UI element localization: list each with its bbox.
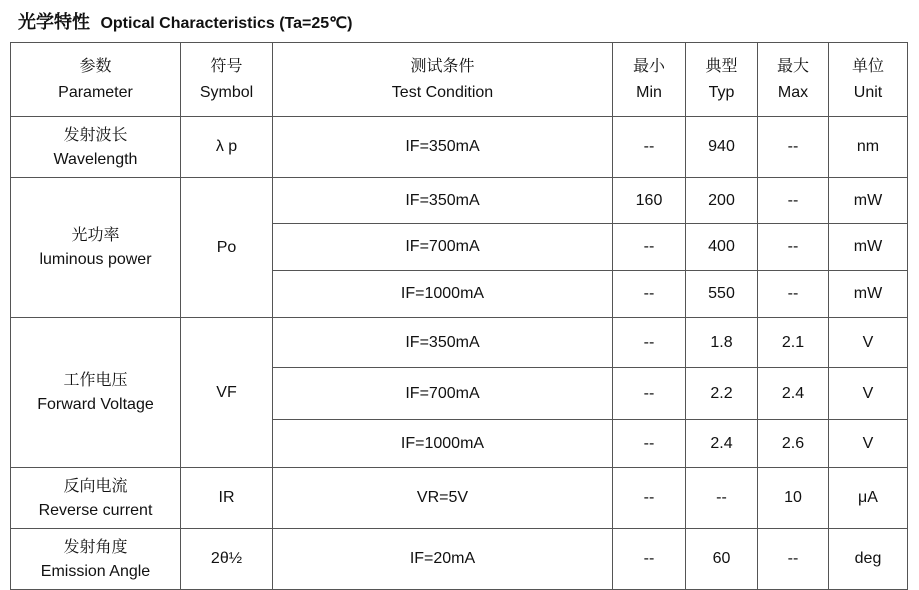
condition-cell: IF=700mA [273,368,613,420]
parameter-cell [11,529,181,590]
table-row [11,318,908,368]
unit-cell: V [829,318,908,368]
typ-cell: 1.8 [686,318,758,368]
header-parameter [11,43,181,117]
parameter-en: luminous power [39,251,152,268]
header-label-en: Symbol [199,84,254,101]
min-cell: -- [613,468,686,529]
min-cell: -- [613,368,686,420]
symbol-cell: VF [181,318,273,468]
min-cell: -- [613,318,686,368]
header-label-zh: 参数 [79,56,112,75]
header-label-zh: 典型 [705,56,738,75]
parameter-cell [11,318,181,468]
symbol-cell: 2θ½ [181,529,273,590]
min-cell: -- [613,271,686,318]
max-cell: 2.4 [758,368,829,420]
symbol-cell: IR [181,468,273,529]
condition-cell: IF=1000mA [273,420,613,468]
unit-cell: mW [829,178,908,224]
typ-cell: 400 [686,224,758,271]
symbol-cell: λ p [181,117,273,178]
condition-cell: IF=350mA [273,318,613,368]
typ-cell: 940 [686,117,758,178]
section-title [18,8,352,34]
condition-cell: IF=20mA [273,529,613,590]
parameter-zh: 发射角度 [63,536,128,556]
header-row [11,43,908,117]
table-row [11,529,908,590]
header-symbol [181,43,273,117]
header-label-en: Parameter [58,84,133,101]
header-label-en: Max [777,84,809,101]
header-label-en: Typ [708,84,735,101]
parameter-en: Emission Angle [40,562,151,580]
header-label-zh: 单位 [851,56,884,75]
max-cell: -- [758,117,829,178]
condition-cell: IF=350mA [273,178,613,224]
parameter-zh: 工作电压 [63,370,128,389]
header-condition [273,43,613,117]
max-cell: -- [758,178,829,224]
header-max [758,43,829,117]
parameter-en: Forward Voltage [37,396,154,413]
symbol-cell: Po [181,178,273,318]
min-cell: -- [613,224,686,271]
header-typ [686,43,758,117]
typ-cell: 60 [686,529,758,590]
parameter-zh: 发射波长 [63,124,128,144]
parameter-cell [11,178,181,318]
parameter-zh: 反向电流 [63,475,128,495]
header-label-zh: 符号 [210,56,243,75]
unit-cell: mW [829,224,908,271]
section-title-en: Optical Characteristics (Ta=25℃) [100,15,353,32]
min-cell: -- [613,529,686,590]
max-cell: 10 [758,468,829,529]
typ-cell: 2.2 [686,368,758,420]
parameter-cell [11,117,181,178]
condition-cell: IF=700mA [273,224,613,271]
parameter-en: Reverse current [38,501,153,519]
unit-cell: deg [829,529,908,590]
parameter-cell [11,468,181,529]
table-row [11,468,908,529]
unit-cell: V [829,368,908,420]
optical-characteristics-table [10,42,908,590]
condition-cell: IF=1000mA [273,271,613,318]
min-cell: -- [613,420,686,468]
typ-cell: 200 [686,178,758,224]
header-unit [829,43,908,117]
header-label-zh: 最小 [632,56,665,75]
max-cell: -- [758,224,829,271]
typ-cell: 550 [686,271,758,318]
parameter-en: Wavelength [53,150,138,168]
condition-cell: IF=350mA [273,117,613,178]
max-cell: -- [758,271,829,318]
section-title-zh: 光学特性 [18,12,90,33]
header-min [613,43,686,117]
typ-cell: -- [686,468,758,529]
condition-cell: VR=5V [273,468,613,529]
header-label-en: Unit [853,84,883,101]
max-cell: 2.6 [758,420,829,468]
header-label-en: Min [636,84,662,101]
header-label-zh: 测试条件 [410,56,475,75]
unit-cell: μA [829,468,908,529]
unit-cell: V [829,420,908,468]
typ-cell: 2.4 [686,420,758,468]
table-row [11,178,908,224]
header-label-en: Test Condition [391,84,494,101]
min-cell: 160 [613,178,686,224]
max-cell: -- [758,529,829,590]
header-label-zh: 最大 [776,56,809,75]
unit-cell: nm [829,117,908,178]
max-cell: 2.1 [758,318,829,368]
parameter-zh: 光功率 [71,225,120,244]
table-row [11,117,908,178]
min-cell: -- [613,117,686,178]
unit-cell: mW [829,271,908,318]
